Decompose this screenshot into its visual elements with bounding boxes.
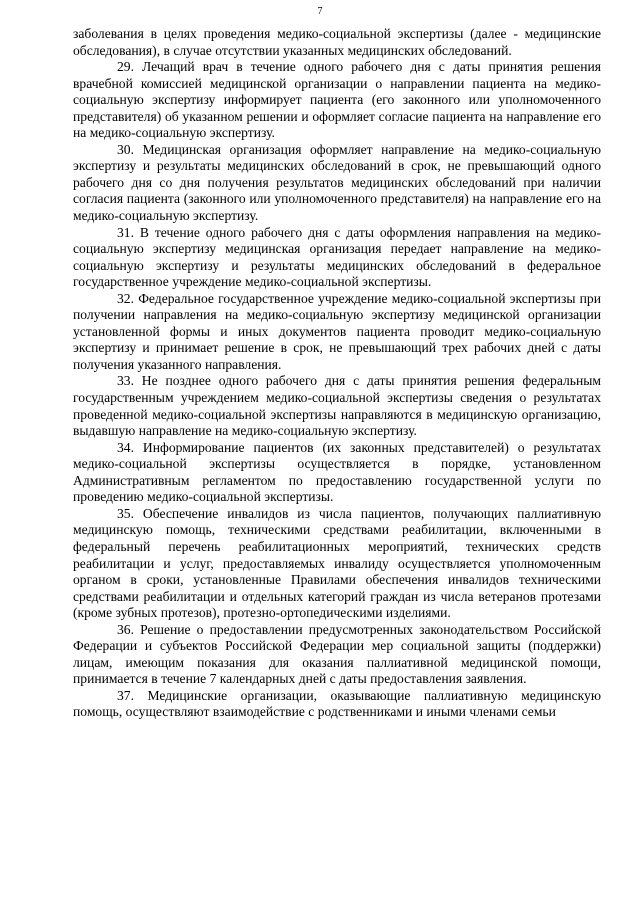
paragraph-36: 36. Решение о предоставлении предусмотренных законодательством Российской Федерации и субъектов Российской Федерации мер социальной защиты (поддержки) лицам, имеющим показания для оказания паллиативной медицинской помощи, принимается в течение 7 календарных дней с даты предоставления заявления.	[73, 621, 601, 687]
paragraph-29: 29. Лечащий врач в течение одного рабочего дня с даты принятия решения врачебной комиссией медицинской организации о направлении пациента на медико-социальную экспертизу информирует пациента (его законного или уполномоченного представителя) об указанном решении и оформляет согласие пациента на направление его на медико-социальную экспертизу.	[73, 59, 601, 141]
paragraph-31: 31. В течение одного рабочего дня с даты оформления направления на медико-социальную экспертизу медицинская организация передает направление на медико-социальную экспертизу и результаты медицинских обследований в федеральное государственное учреждение медико-социальной экспертизы.	[73, 224, 601, 290]
paragraph-34: 34. Информирование пациентов (их законных представителей) о результатах медико-социальной экспертизы осуществляется в порядке, установленном Административным регламентом по предоставлению государственной услуги по проведению медико-социальной экспертизы.	[73, 439, 601, 505]
page-number: 7	[317, 6, 323, 17]
document-body	[73, 26, 601, 721]
paragraph-33: 33. Не позднее одного рабочего дня с даты принятия решения федеральным государственным учреждением медико-социальной экспертизы сведения о результатах проведенной медико-социальной экспертизы направляются в медицинскую организацию, выдавшую направление на медико-социальную экспертизу.	[73, 373, 601, 439]
paragraph-37: 37. Медицинские организации, оказывающие паллиативную медицинскую помощь, осуществляют взаимодействие с родственниками и иными членами семьи	[73, 687, 601, 720]
paragraph-30: 30. Медицинская организация оформляет направление на медико-социальную экспертизу и результаты медицинских обследований в срок, не превышающий одного рабочего дня со дня получения результатов медицинских обследований при наличии согласия пациента (законного или уполномоченного представителя) на направление его на медико-социальную экспертизу.	[73, 141, 601, 224]
paragraph-32: 32. Федеральное государственное учреждение медико-социальной экспертизы при получении направления на медико-социальную экспертизу медицинской организации установленной формы и иных документов пациента проводит медико-социальную экспертизу и принимает решение в срок, не превышающий трех рабочих дней с даты получения указанного направления.	[73, 290, 601, 372]
paragraph-35: 35. Обеспечение инвалидов из числа пациентов, получающих паллиативную медицинскую помощь, техническими средствами реабилитации, включенными в федеральный перечень реабилитационных мероприятий, технических средств реабилитации и услуг, предоставляемых инвалиду осуществляется уполномоченным органом в сроки, установленные Правилами обеспечения инвалидов техническими средствами реабилитации и отдельных категорий граждан из числа ветеранов протезами (кроме зубных протезов), протезно-ортопедическими изделиями.	[73, 505, 601, 621]
paragraph-continuation: заболевания в целях проведения медико-социальной экспертизы (далее - медицинские обследования), в случае отсутствии указанных медицинских обследований.	[73, 26, 601, 58]
